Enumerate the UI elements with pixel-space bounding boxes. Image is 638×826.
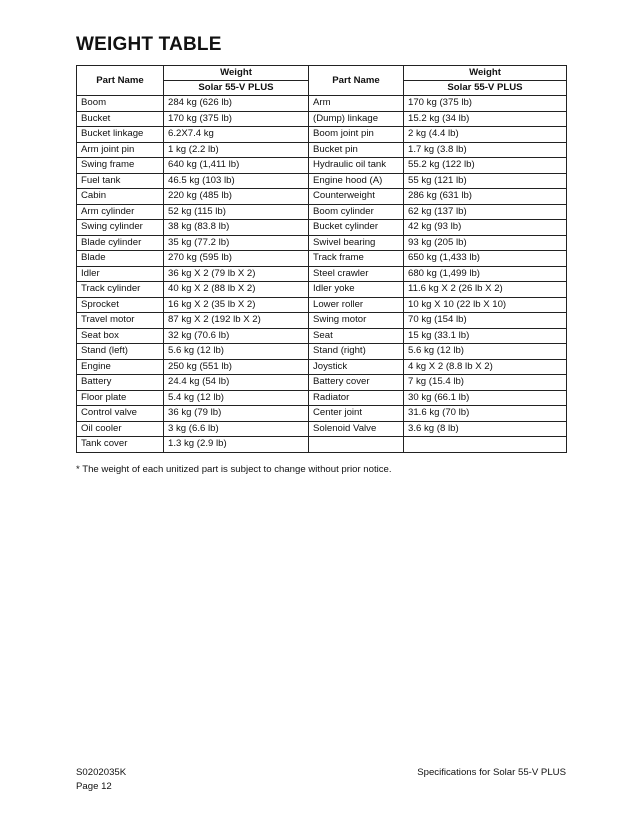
weight-cell: 3.6 kg (8 lb) xyxy=(404,421,567,437)
part-name-cell: Lower roller xyxy=(309,297,404,313)
table-row xyxy=(77,313,567,329)
weight-cell: 650 kg (1,433 lb) xyxy=(404,251,567,267)
weight-cell: 87 kg X 2 (192 lb X 2) xyxy=(164,313,309,329)
weight-cell: 55.2 kg (122 lb) xyxy=(404,158,567,174)
part-name-cell: Tank cover xyxy=(77,437,164,453)
part-name-cell: Joystick xyxy=(309,359,404,375)
part-name-cell: Engine hood (A) xyxy=(309,173,404,189)
weight-cell: 55 kg (121 lb) xyxy=(404,173,567,189)
weight-cell: 170 kg (375 lb) xyxy=(404,96,567,112)
weight-cell: 11.6 kg X 2 (26 lb X 2) xyxy=(404,282,567,298)
weight-cell: 42 kg (93 lb) xyxy=(404,220,567,236)
header-weight-left: Weight xyxy=(164,66,309,81)
part-name-cell xyxy=(309,437,404,453)
weight-cell: 70 kg (154 lb) xyxy=(404,313,567,329)
part-name-cell: Bucket xyxy=(77,111,164,127)
weight-cell: 10 kg X 10 (22 lb X 10) xyxy=(404,297,567,313)
part-name-cell: Floor plate xyxy=(77,390,164,406)
weight-cell: 15 kg (33.1 lb) xyxy=(404,328,567,344)
part-name-cell: Steel crawler xyxy=(309,266,404,282)
part-name-cell: Oil cooler xyxy=(77,421,164,437)
header-part-name-right: Part Name xyxy=(309,66,404,96)
part-name-cell: Arm cylinder xyxy=(77,204,164,220)
part-name-cell: Blade xyxy=(77,251,164,267)
table-row xyxy=(77,96,567,112)
weight-cell: 286 kg (631 lb) xyxy=(404,189,567,205)
part-name-cell: Swing frame xyxy=(77,158,164,174)
weight-cell: 1.7 kg (3.8 lb) xyxy=(404,142,567,158)
part-name-cell: Cabin xyxy=(77,189,164,205)
weight-cell: 6.2X7.4 kg xyxy=(164,127,309,143)
table-row xyxy=(77,173,567,189)
table-row xyxy=(77,406,567,422)
weight-cell: 1 kg (2.2 lb) xyxy=(164,142,309,158)
weight-cell: 5.4 kg (12 lb) xyxy=(164,390,309,406)
table-row xyxy=(77,204,567,220)
weight-cell: 1.3 kg (2.9 lb) xyxy=(164,437,309,453)
weight-cell: 3 kg (6.6 lb) xyxy=(164,421,309,437)
weight-cell: 5.6 kg (12 lb) xyxy=(404,344,567,360)
weight-cell: 38 kg (83.8 lb) xyxy=(164,220,309,236)
table-row xyxy=(77,344,567,360)
part-name-cell: Idler yoke xyxy=(309,282,404,298)
page-title: WEIGHT TABLE xyxy=(76,34,222,55)
part-name-cell: (Dump) linkage xyxy=(309,111,404,127)
weight-cell: 24.4 kg (54 lb) xyxy=(164,375,309,391)
weight-cell: 270 kg (595 lb) xyxy=(164,251,309,267)
weight-cell: 36 kg X 2 (79 lb X 2) xyxy=(164,266,309,282)
part-name-cell: Boom xyxy=(77,96,164,112)
table-row xyxy=(77,235,567,251)
weight-cell: 2 kg (4.4 lb) xyxy=(404,127,567,143)
page-number: Page 12 xyxy=(76,781,112,792)
part-name-cell: Hydraulic oil tank xyxy=(309,158,404,174)
table-row xyxy=(77,266,567,282)
table-row xyxy=(77,328,567,344)
part-name-cell: Counterweight xyxy=(309,189,404,205)
weight-cell xyxy=(404,437,567,453)
weight-cell: 16 kg X 2 (35 lb X 2) xyxy=(164,297,309,313)
header-model-right: Solar 55-V PLUS xyxy=(404,81,567,96)
part-name-cell: Sprocket xyxy=(77,297,164,313)
table-row xyxy=(77,158,567,174)
weight-cell: 30 kg (66.1 lb) xyxy=(404,390,567,406)
weight-cell: 7 kg (15.4 lb) xyxy=(404,375,567,391)
weight-cell: 640 kg (1,411 lb) xyxy=(164,158,309,174)
part-name-cell: Travel motor xyxy=(77,313,164,329)
part-name-cell: Control valve xyxy=(77,406,164,422)
part-name-cell: Track frame xyxy=(309,251,404,267)
weight-cell: 93 kg (205 lb) xyxy=(404,235,567,251)
part-name-cell: Seat xyxy=(309,328,404,344)
part-name-cell: Arm xyxy=(309,96,404,112)
part-name-cell: Bucket pin xyxy=(309,142,404,158)
footer-left xyxy=(76,766,126,794)
document-code: S0202035K xyxy=(76,767,127,778)
part-name-cell: Radiator xyxy=(309,390,404,406)
part-name-cell: Boom cylinder xyxy=(309,204,404,220)
table-row xyxy=(77,111,567,127)
weight-cell: 32 kg (70.6 lb) xyxy=(164,328,309,344)
part-name-cell: Seat box xyxy=(77,328,164,344)
part-name-cell: Bucket cylinder xyxy=(309,220,404,236)
weight-cell: 46.5 kg (103 lb) xyxy=(164,173,309,189)
disclaimer-note: * The weight of each unitized part is subject to change without prior notice. xyxy=(76,464,392,475)
part-name-cell: Engine xyxy=(77,359,164,375)
table-row xyxy=(77,421,567,437)
weight-cell: 36 kg (79 lb) xyxy=(164,406,309,422)
part-name-cell: Bucket linkage xyxy=(77,127,164,143)
header-model-left: Solar 55-V PLUS xyxy=(164,81,309,96)
part-name-cell: Swing motor xyxy=(309,313,404,329)
weight-cell: 4 kg X 2 (8.8 lb X 2) xyxy=(404,359,567,375)
weight-cell: 680 kg (1,499 lb) xyxy=(404,266,567,282)
part-name-cell: Swivel bearing xyxy=(309,235,404,251)
header-part-name-left: Part Name xyxy=(77,66,164,96)
weight-table-header xyxy=(77,66,567,96)
table-row xyxy=(77,189,567,205)
part-name-cell: Center joint xyxy=(309,406,404,422)
table-row xyxy=(77,282,567,298)
weight-cell: 15.2 kg (34 lb) xyxy=(404,111,567,127)
part-name-cell: Blade cylinder xyxy=(77,235,164,251)
table-row xyxy=(77,127,567,143)
weight-cell: 31.6 kg (70 lb) xyxy=(404,406,567,422)
part-name-cell: Arm joint pin xyxy=(77,142,164,158)
header-weight-right: Weight xyxy=(404,66,567,81)
document-title: Specifications for Solar 55-V PLUS xyxy=(417,767,566,778)
weight-cell: 220 kg (485 lb) xyxy=(164,189,309,205)
weight-cell: 40 kg X 2 (88 lb X 2) xyxy=(164,282,309,298)
table-row xyxy=(77,375,567,391)
part-name-cell: Stand (right) xyxy=(309,344,404,360)
weight-cell: 35 kg (77.2 lb) xyxy=(164,235,309,251)
table-row xyxy=(77,437,567,453)
table-row xyxy=(77,297,567,313)
weight-cell: 284 kg (626 lb) xyxy=(164,96,309,112)
part-name-cell: Battery xyxy=(77,375,164,391)
weight-cell: 5.6 kg (12 lb) xyxy=(164,344,309,360)
table-row xyxy=(77,220,567,236)
part-name-cell: Fuel tank xyxy=(77,173,164,189)
part-name-cell: Swing cylinder xyxy=(77,220,164,236)
weight-cell: 52 kg (115 lb) xyxy=(164,204,309,220)
weight-cell: 250 kg (551 lb) xyxy=(164,359,309,375)
table-row xyxy=(77,251,567,267)
weight-cell: 170 kg (375 lb) xyxy=(164,111,309,127)
footer-right xyxy=(417,766,566,780)
table-row xyxy=(77,359,567,375)
part-name-cell: Track cylinder xyxy=(77,282,164,298)
table-row xyxy=(77,390,567,406)
weight-cell: 62 kg (137 lb) xyxy=(404,204,567,220)
part-name-cell: Stand (left) xyxy=(77,344,164,360)
weight-table-body xyxy=(77,96,567,453)
table-row xyxy=(77,142,567,158)
part-name-cell: Solenoid Valve xyxy=(309,421,404,437)
part-name-cell: Boom joint pin xyxy=(309,127,404,143)
part-name-cell: Idler xyxy=(77,266,164,282)
weight-table xyxy=(76,65,567,453)
part-name-cell: Battery cover xyxy=(309,375,404,391)
